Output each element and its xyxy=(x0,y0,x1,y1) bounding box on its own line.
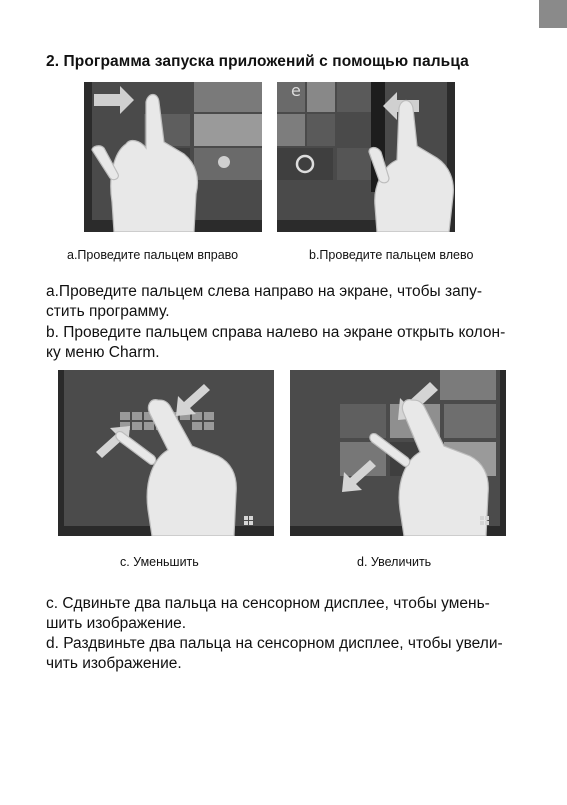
paragraph-swipe-a xyxy=(46,282,522,322)
paragraph-swipe-b xyxy=(46,323,522,363)
caption-c: с. Уменьшить xyxy=(120,555,199,569)
paragraph-line: a.Проведите пальцем слева направо на экране, чтобы запу- xyxy=(46,283,483,300)
caption-a: a.Проведите пальцем вправо xyxy=(67,248,239,262)
figure-pinch-out xyxy=(290,370,506,536)
e-tile-icon: e xyxy=(291,82,301,100)
paragraph-pinch-d xyxy=(46,634,522,674)
paragraph-line: стить программу. xyxy=(46,303,170,320)
paragraph-line: шить изображение. xyxy=(46,615,187,632)
figure-swipe-left xyxy=(277,82,455,232)
paragraph-line: ку меню Charm. xyxy=(46,344,160,361)
caption-d: d. Увеличить xyxy=(357,555,432,569)
paragraph-line: c. Сдвиньте два пальца на сенсорном дисплее, чтобы умень- xyxy=(46,595,490,612)
paragraph-line: b. Проведите пальцем справа налево на экране открыть колон- xyxy=(46,324,506,341)
figure-pinch-in xyxy=(58,370,274,536)
figure-swipe-right xyxy=(84,82,262,232)
paragraph-line: d. Раздвиньте два пальца на сенсорном дисплее, чтобы увели- xyxy=(46,635,503,652)
paragraph-pinch-c xyxy=(46,594,522,634)
page-edge-tab xyxy=(539,0,567,28)
section-title: 2. Программа запуска приложений с помощью пальца xyxy=(46,53,469,70)
paragraph-line: чить изображение. xyxy=(46,655,182,672)
caption-b: b.Проведите пальцем влево xyxy=(309,248,474,262)
